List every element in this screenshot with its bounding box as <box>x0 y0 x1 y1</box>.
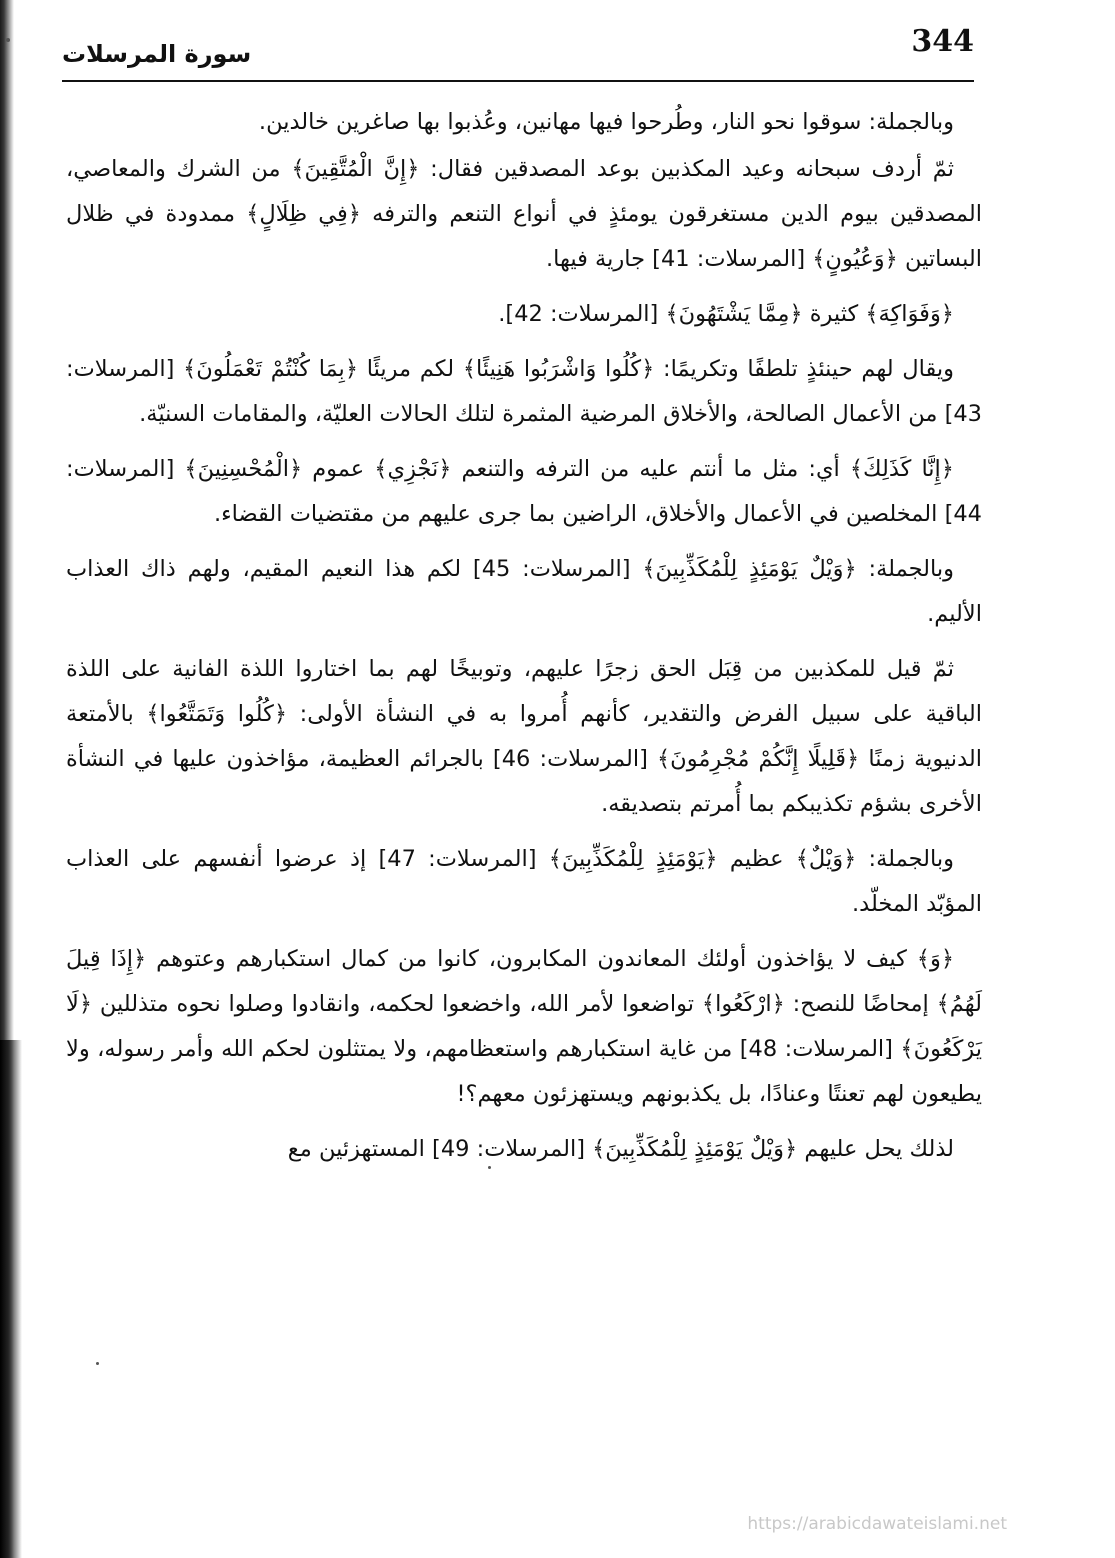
scan-speck <box>6 38 10 42</box>
paragraph: ﴿وَ﴾ كيف لا يؤاخذون أولئك المعاندون المكابرون، كانوا من كمال استكبارهم وعتوهم ﴿إِذَا قِيلَ لَهُمُ﴾ إمحاضًا للنصح: ﴿ارْكَعُوا﴾ تواضعوا لأمر الله، واخضعوا لحكمه، وانقادوا وصلوا نحوه متذللين ﴿لَا يَرْكَعُونَ﴾ [المرسلات: 48] من غاية استكبارهم واستعظامهم، ولا يمتثلون لحكم الله وأمر رسوله، ولا يطيعون لهم تعنتًا وعنادًا، بل يكذبونهم ويستهزئون معهم؟! <box>66 946 982 1107</box>
watermark-url: https://arabicdawateislami.net <box>747 1514 1007 1534</box>
page-header <box>62 18 974 78</box>
header-divider <box>62 80 974 82</box>
surah-title: سورة المرسلات <box>62 40 252 68</box>
paragraph: وبالجملة: سوقوا نحو النار، وطُرحوا فيها مهانين، وعُذبوا بها صاغرين خالدين. <box>258 109 954 135</box>
page-body <box>66 100 982 1182</box>
paragraph: ﴿إِنَّا كَذَلِكَ﴾ أي: مثل ما أنتم عليه من الترفه والتنعم ﴿نَجْزِي﴾ عموم ﴿الْمُحْسِنِينَ﴾ [المرسلات: 44] المخلصين في الأعمال والأخلاق، الراضين بما جرى عليهم من مقتضيات القضاء. <box>66 456 982 527</box>
paragraph: ثمّ أردف سبحانه وعيد المكذبين بوعد المصدقين فقال: ﴿إِنَّ الْمُتَّقِينَ﴾ من الشرك والمعاصي، المصدقين بيوم الدين مستغرقون يومئذٍ في أنواع التنعم والترفه ﴿فِي ظِلَالٍ﴾ ممدودة في ظلال البساتين ﴿وَعُيُونٍ﴾ [المرسلات: 41] جارية فيها. <box>66 156 982 272</box>
paragraph: ثمّ قيل للمكذبين من قِبَل الحق زجرًا عليهم، وتوبيخًا لهم بما اختاروا اللذة الفانية على اللذة الباقية على سبيل الفرض والتقدير، كأنهم أُمروا به في النشأة الأولى: ﴿كُلُوا وَتَمَتَّعُوا﴾ بالأمتعة الدنيوية زمنًا ﴿قَلِيلًا إِنَّكُمْ مُجْرِمُونَ﴾ [المرسلات: 46] بالجرائم العظيمة، مؤاخذون عليها في النشأة الأخرى بشؤم تكذيبكم بما أُمرتم بتصديقه. <box>66 656 982 817</box>
scan-speck <box>96 1362 99 1365</box>
paragraph: ويقال لهم حينئذٍ تلطفًا وتكريمًا: ﴿كُلُوا وَاشْرَبُوا هَنِيئًا﴾ لكم مريئًا ﴿بِمَا كُنْتُمْ تَعْمَلُونَ﴾ [المرسلات: 43] من الأعمال الصالحة، والأخلاق المرضية المثمرة لتلك الحالات العليّة، والمقامات السنيّة. <box>66 356 982 427</box>
paragraph: وبالجملة: ﴿وَيْلٌ﴾ عظيم ﴿يَوْمَئِذٍ لِلْمُكَذِّبِينَ﴾ [المرسلات: 47] إذ عرضوا أنفسهم على العذاب المؤبّد المخلّد. <box>66 846 982 917</box>
page-number: 344 <box>911 24 974 59</box>
paragraph: لذلك يحل عليهم ﴿وَيْلٌ يَوْمَئِذٍ لِلْمُكَذِّبِينَ﴾ [المرسلات: 49] المستهزئين مع <box>287 1136 954 1162</box>
paragraph: وبالجملة: ﴿وَيْلٌ يَوْمَئِذٍ لِلْمُكَذِّبِينَ﴾ [المرسلات: 45] لكم هذا النعيم المقيم، ولهم ذاك العذاب الأليم. <box>66 556 982 627</box>
scan-binding-shadow <box>0 1040 22 1558</box>
paragraph: ﴿وَفَوَاكِهَ﴾ كثيرة ﴿مِمَّا يَشْتَهُونَ﴾ [المرسلات: 42]. <box>498 301 954 327</box>
